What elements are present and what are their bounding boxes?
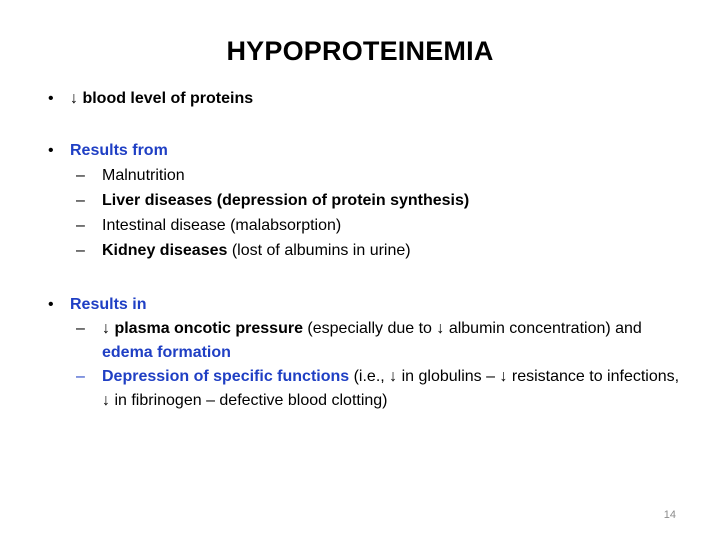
- sub-item-highlight-text: Depression of specific functions: [102, 368, 350, 385]
- dash-marker: –: [76, 167, 85, 184]
- dash-marker: –: [76, 242, 85, 259]
- slide-content: [48, 86, 688, 413]
- spacer: [48, 111, 688, 138]
- bullet-dot: •: [48, 142, 54, 159]
- sub-item-specific-functions: [48, 365, 688, 413]
- sub-item-text: Intestinal disease (malabsorption): [102, 217, 342, 234]
- bullet-heading: Results in: [70, 296, 147, 313]
- page-number: 14: [663, 509, 676, 521]
- sub-item-text: (especially due to ↓ albumin concentration) and: [302, 320, 642, 337]
- sub-item-intestinal-disease: [48, 213, 688, 238]
- bullet-text: ↓ blood level of proteins: [70, 90, 254, 107]
- sub-item-highlight-text: edema formation: [102, 344, 231, 361]
- sub-item-text: (lost of albumins in urine): [227, 242, 411, 259]
- spacer: [48, 263, 688, 292]
- sub-item-malnutrition: [48, 163, 688, 188]
- dash-marker: –: [76, 320, 85, 337]
- bullet-blood-level: [48, 86, 688, 111]
- dash-marker: –: [76, 192, 85, 209]
- bullet-results-in: [48, 292, 688, 317]
- sub-item-bold-text: Liver diseases (depression of protein synthesis): [102, 192, 470, 209]
- dash-marker: –: [76, 368, 85, 385]
- dash-marker: –: [76, 217, 85, 234]
- sub-item-text: (i.e., ↓ in globulins – ↓ resistance to infections, ↓ in fibrinogen – defective blood clotting): [102, 368, 680, 409]
- sub-item-oncotic-pressure: [48, 317, 688, 365]
- bullet-heading: Results from: [70, 142, 168, 159]
- bullet-dot: •: [48, 90, 54, 107]
- sub-item-bold-text: Kidney diseases: [102, 242, 228, 259]
- sub-item-text: Malnutrition: [102, 167, 185, 184]
- bullet-results-from: [48, 138, 688, 163]
- bullet-dot: •: [48, 296, 54, 313]
- sub-item-bold-text: ↓ plasma oncotic pressure: [102, 320, 303, 337]
- sub-item-liver-diseases: [48, 188, 688, 213]
- slide-title: HYPOPROTEINEMIA: [226, 36, 494, 66]
- sub-item-kidney-diseases: [48, 238, 688, 263]
